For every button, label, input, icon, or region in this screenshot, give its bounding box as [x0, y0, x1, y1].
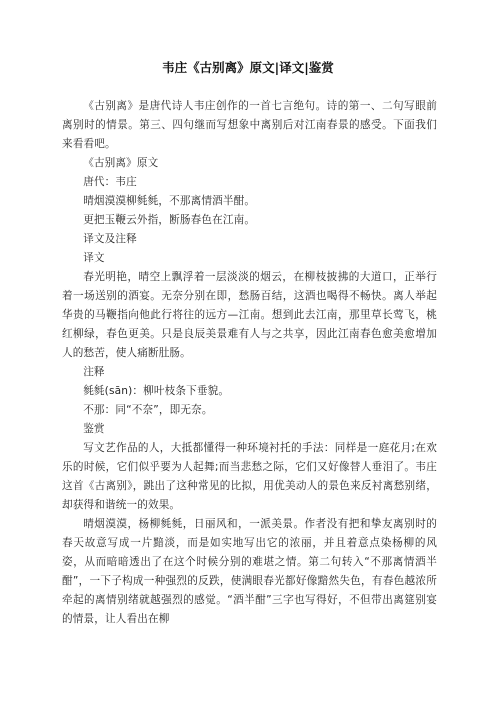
translation-paragraph: 春光明艳，晴空上飘浮着一层淡淡的烟云，在柳枝披拂的大道口，正举行着一场送别的酒宴。无奈分别在即，愁肠百结，这酒也喝得不畅快。离人举起华贵的马鞭指向他此行将往的远方—江南。想到此去江南，那里草长莺飞，桃红柳绿，春色更美。只是良辰美景难有人与之共享，因此江南春色愈美愈增加人的愁苦，使人痛断肚肠。 — [62, 271, 437, 359]
poem-heading: 《古别离》原文 — [83, 157, 159, 169]
note-2: 不那：同“不奈”，即无奈。 — [83, 404, 213, 416]
section-heading-translation-notes: 译文及注释 — [83, 233, 137, 245]
poem-line-2: 更把玉鞭云外指，断肠春色在江南。 — [83, 214, 256, 226]
note-1: 毵毵(sān)：柳叶枝条下垂貌。 — [83, 385, 230, 397]
poem-line-1: 晴烟漠漠柳毵毵，不那离情酒半酣。 — [83, 195, 256, 207]
article-body — [62, 97, 437, 629]
appreciation-paragraph-2: 晴烟漠漠，杨柳毵毵，日丽风和，一派美景。作者没有把和挚友离别时的春天故意写成一片黯淡，而是如实地写出它的浓丽，并且着意点染杨柳的风姿，从而暗暗透出了在这个时候分别的难堪之情。第二句转入“不那离情酒半酣”，一下子构成一种强烈的反跌，使满眼春光都好像黯然失色，有春色越浓所牵起的离情别绪就越强烈的感觉。“酒半酣”三字也写得好，不但带出离筵别宴的情景，让人看出在柳 — [62, 518, 437, 625]
intro-paragraph: 《古别离》是唐代诗人韦庄创作的一首七言绝句。诗的第一、二句写眼前离别时的情景。第三、四句继而写想象中离别后对江南春景的感受。下面我们来看看吧。 — [62, 100, 437, 150]
section-heading-appreciation: 鉴赏 — [83, 423, 105, 435]
page-title: 韦庄《古别离》原文|译文|鉴赏 — [162, 60, 334, 75]
poem-author: 唐代：韦庄 — [83, 176, 137, 188]
section-heading-translation: 译文 — [83, 252, 105, 264]
appreciation-paragraph-1: 写文艺作品的人，大抵都懂得一种环境衬托的手法：同样是一庭花月;在欢乐的时候，它们似乎要为人起舞;而当悲愁之际，它们又好像替人垂泪了。韦庄这首《古离别》，跳出了这种常见的比拟，用优美动人的景色来反衬离愁别绪，却获得和谐统一的效果。 — [62, 442, 437, 511]
section-heading-notes: 注释 — [83, 366, 105, 378]
